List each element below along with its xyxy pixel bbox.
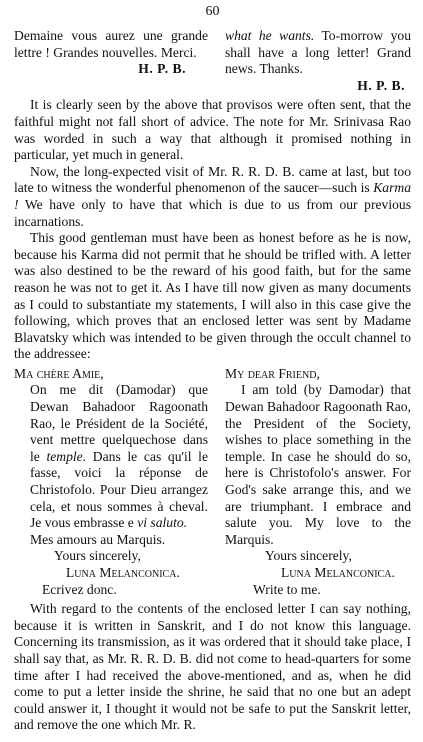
letter-luna-french-body-part1: On me dit (Damodar) que Dewan Bahadoor Ragoonath Rao, le Président de la Société, vent mettre quelquechose dans le [30,382,208,464]
paragraph-visit-karma: Karma ! [14,180,411,212]
letter-luna-french-body-temple: temple. [46,448,87,464]
paragraph-visit-after: We have only to have that which is due to us from our previous incarnations. [14,196,411,229]
letter-luna-french-body-part3: Mes amours au Marquis. [30,531,166,547]
letter-hpb-english-rest: To-morrow you shall have a long letter! Grand news. Thanks. [225,28,411,77]
paragraph-honest-gentleman: This good gentleman must have been as honest before as he is now, because his Karma did not permit that he should be trifled with. A letter was also destined to be the reward of his good faith, but for the same reason he was not to get it. As I have till now given as many documents as I could to substantiate my statements, I will also in this case give the following, which proves that an enclosed letter was sent by Madame Blavatsky which was intended to be given through the occult channel to the addressee: [14,230,411,362]
letter-hpb-english-signature: H. P. B. [357,77,405,93]
letter-luna-french-postscript: Ecrivez donc. [42,581,117,597]
letter-hpb-french-text: Demaine vous aurez une grande lettre ! Grandes nouvelles. Merci. [14,28,208,60]
letter-luna-english-signature: Luna Melanconica. [281,565,395,580]
letter-luna-english-column [225,366,411,598]
letter-luna-french-signature: Luna Melanconica. [66,565,180,580]
paragraph-provisos: It is clearly seen by the above that provisos were often sent, that the faithful might not fall short of advice. The note for Mr. Srinivasa Rao was worded in such a way that although it promised nothing in particular, yet much in general. [14,97,411,163]
letter-luna-french-salutation: Ma chère Amie, [14,365,104,381]
letter-luna-french-column [14,366,208,598]
letter-luna-french-body-part2: Dans le cas qu'il le fasse, voici la réponse de Christofolo. Pour Dieu arrangez cela, et nous sommes à cheval. Je vous embrasse e [30,448,208,531]
page-number: 60 [205,4,220,19]
letter-luna-french-closing: Yours sincerely, [54,548,141,564]
letter-luna-english-closing: Yours sincerely, [265,548,352,564]
letter-hpb-english-italic: what he wants. [225,28,315,43]
letter-luna-english-postscript: Write to me. [253,581,321,597]
letter-luna-french-body [14,382,208,548]
paragraph-visit-before: Now, the long-expected visit of Mr. R. R. D. B. came at last, but too late to witness the wonderful phenomenon of the saucer—such is [14,163,411,196]
letter-luna-english-body: I am told (by Damodar) that Dewan Bahadoor Ragoonath Rao, the President of the Society, wishes to place something in the temple. In case he should do so, here is Christofolo's answer. For God's sake arrange this, and we are triumphant. I embrace and salute you. My love to the Marquis. [225,382,411,547]
letter-luna [14,366,411,598]
letter-luna-english-salutation: My dear Friend, [225,365,320,381]
letter-hpb-english-column [225,28,411,94]
paragraph-visit [14,164,411,230]
letter-luna-french-body-saluto: vi saluto. [137,515,188,531]
paragraph-sanskrit-letter: With regard to the contents of the enclosed letter I can say nothing, because it is written in Sanskrit, and I do not know this language. Concerning its transmission, as it was ordered that it should take place, I shall say that, as Mr. R. R. D. B. did not come to head-quarters for some time after I had received the above-mentioned, and as, when he did come to put a letter inside the shrine, he said that no one but an adept could answer it, I thought it would not be safe to put the Sanskrit letter, and remove the one which Mr. R. [14,601,411,733]
letter-hpb [14,28,411,94]
letter-hpb-english-text [225,28,411,78]
letter-hpb-french-signature: H. P. B. [138,61,186,77]
letter-hpb-french-column [14,28,208,94]
